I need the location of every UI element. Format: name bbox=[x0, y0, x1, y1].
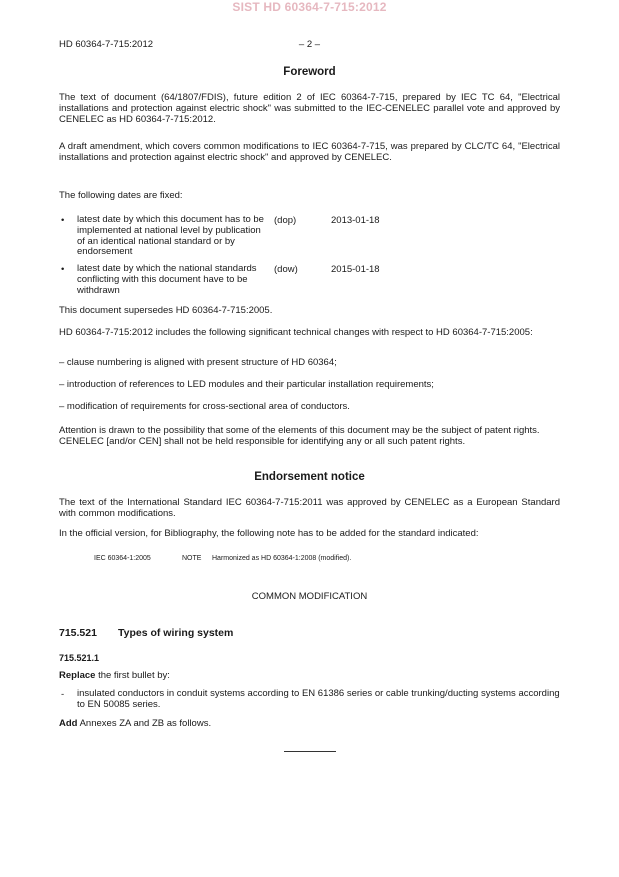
replace-text: the first bullet by: bbox=[98, 670, 170, 681]
patent-notice: Attention is drawn to the possibility that some of the elements of this document may be the subject of patent rights. CENELEC [and/or CEN] shall not be held responsible for identifying any or all such patent rights. bbox=[59, 425, 540, 447]
date-dow-value: 2015-01-18 bbox=[331, 264, 380, 275]
endorsement-title: Endorsement notice bbox=[254, 471, 365, 483]
foreword-title: Foreword bbox=[283, 66, 336, 78]
date-dop-code: (dop) bbox=[274, 215, 297, 226]
bullet-dop: • bbox=[61, 215, 65, 226]
replace-instruction bbox=[59, 671, 560, 682]
common-modification-title: COMMON MODIFICATION bbox=[251, 591, 368, 602]
change-item-3: – modification of requirements for cross-sectional area of conductors. bbox=[59, 401, 350, 412]
subsection-number: 715.521.1 bbox=[59, 653, 100, 663]
foreword-paragraph-2: A draft amendment, which covers common modifications to IEC 60364-7-715, was prepared by CLC/TC 64, "Electrical installations and protection against electric shock" and approved by CENELEC. bbox=[59, 141, 560, 163]
watermark: SIST HD 60364-7-715:2012 bbox=[232, 0, 387, 14]
header-doc-id: HD 60364-7-715:2012 bbox=[59, 39, 154, 50]
date-dop-text: latest date by which this document has to be implemented at national level by publication of an identical national standard or by endorsement bbox=[77, 214, 264, 258]
note-reference: IEC 60364-1:2005 bbox=[94, 555, 151, 562]
header-page-number: – 2 – bbox=[298, 39, 321, 50]
replacement-dash: - bbox=[61, 689, 65, 700]
changes-intro: HD 60364-7-715:2012 includes the following significant technical changes with respect to HD 60364-7-715:2005: bbox=[59, 327, 533, 338]
closing-rule bbox=[284, 751, 336, 752]
dates-intro: The following dates are fixed: bbox=[59, 190, 183, 201]
add-label: Add bbox=[59, 718, 78, 729]
change-item-1: – clause numbering is aligned with present structure of HD 60364; bbox=[59, 357, 337, 368]
change-item-2: – introduction of references to LED modules and their particular installation requirements; bbox=[59, 379, 434, 390]
date-dow-text: latest date by which the national standards conflicting with this document have to be withdrawn bbox=[77, 263, 257, 296]
foreword-paragraph-1: The text of document (64/1807/FDIS), future edition 2 of IEC 60364-7-715, prepared by IEC TC 64, "Electrical installations and protection against electric shock" was submitted to the IEC-CENELEC parallel vote and approved by CENELEC as HD 60364-7-715:2012. bbox=[59, 92, 560, 125]
endorsement-paragraph-2: In the official version, for Bibliography, the following note has to be added for the standard indicated: bbox=[59, 528, 479, 539]
endorsement-paragraph-1: The text of the International Standard IEC 60364-7-715:2011 was approved by CENELEC as a European Standard with common modifications. bbox=[59, 497, 560, 519]
date-dop-value: 2013-01-18 bbox=[331, 215, 380, 226]
note-label: NOTE bbox=[182, 555, 202, 562]
note-text: Harmonized as HD 60364-1:2008 (modified). bbox=[212, 555, 352, 562]
section-title: Types of wiring system bbox=[118, 627, 234, 639]
date-dow-code: (dow) bbox=[274, 264, 298, 275]
replacement-bullet: insulated conductors in conduit systems according to EN 61386 series or cable trunking/ducting systems according to EN 50085 series. bbox=[77, 688, 560, 710]
add-text: Annexes ZA and ZB as follows. bbox=[79, 718, 212, 729]
add-instruction bbox=[59, 719, 560, 730]
replace-label: Replace bbox=[59, 670, 96, 681]
section-number: 715.521 bbox=[59, 627, 97, 639]
supersedes-text: This document supersedes HD 60364-7-715:2005. bbox=[59, 305, 273, 316]
bullet-dow: • bbox=[61, 264, 65, 275]
